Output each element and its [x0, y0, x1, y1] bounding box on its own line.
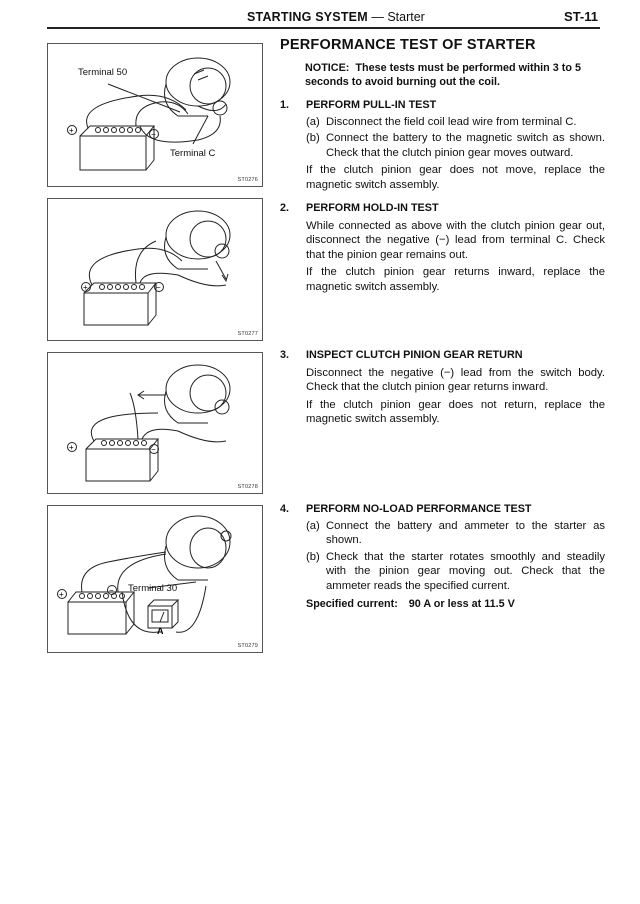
step-body: [306, 519, 605, 612]
figure-code: ST0278: [237, 484, 258, 490]
page-header: [47, 6, 600, 28]
figure-code: ST0277: [237, 331, 258, 337]
starter-motor-icon: [165, 365, 231, 423]
step-number: 3.: [280, 349, 290, 361]
starter-diagram-illustration: [48, 44, 262, 186]
starter-diagram-illustration: [48, 199, 262, 340]
step-number: 1.: [280, 99, 290, 111]
minus-symbol: −: [109, 586, 114, 595]
ammeter-label: A: [157, 626, 164, 636]
main-content: [280, 38, 605, 89]
substep: [306, 519, 605, 548]
step-2: [280, 201, 605, 295]
substep-label: (b): [306, 550, 320, 563]
starter-motor-icon: [165, 58, 231, 116]
paragraph: If the clutch pinion gear returns inward, replace the magnetic switch assembly.: [306, 266, 605, 293]
minus-symbol: −: [151, 445, 156, 454]
figure-code: ST0276: [237, 177, 258, 183]
title-separator: —: [371, 10, 384, 24]
subsection-name: Starter: [387, 10, 425, 24]
minus-symbol: −: [151, 130, 156, 139]
step-3: [280, 348, 605, 427]
plus-symbol: +: [83, 283, 88, 292]
figure-pull-in-test: [47, 43, 263, 187]
notice-label: NOTICE:: [305, 61, 350, 74]
running-title: [247, 10, 425, 24]
battery-icon: [86, 439, 158, 481]
substep-label: (a): [306, 115, 320, 128]
step-heading: [280, 348, 605, 363]
step-heading: [280, 98, 605, 113]
figure-code: ST0279: [237, 643, 258, 649]
section-name: STARTING SYSTEM: [247, 10, 368, 24]
substep: [306, 550, 605, 594]
spec-value: 90 A or less at 11.5 V: [408, 597, 515, 610]
arrow-icon: [216, 261, 228, 281]
battery-icon: [84, 283, 156, 325]
battery-icon: [80, 126, 154, 170]
figure-clutch-return: [47, 352, 263, 494]
substep: [306, 131, 605, 160]
step-heading: [280, 201, 605, 216]
substep-label: (b): [306, 132, 320, 145]
substep-text: Check that the starter rotates smoothly and steadily with the pinion gear moving out. Check that the ammeter reads the specified current.: [326, 550, 605, 592]
step-title: PERFORM PULL-IN TEST: [306, 99, 437, 111]
starter-motor-icon: [165, 211, 231, 269]
label-terminal-c: Terminal C: [170, 148, 216, 159]
label-terminal-30: Terminal 30: [128, 583, 178, 594]
substep: [306, 115, 605, 130]
minus-symbol: −: [156, 283, 161, 292]
starter-diagram-illustration: [48, 353, 262, 493]
notice: [305, 61, 605, 89]
paragraph: Disconnect the negative (−) lead from the switch body. Check that the clutch pinion gear returns inward.: [306, 366, 605, 394]
ammeter-lead: [176, 586, 206, 632]
step-1: [280, 98, 605, 193]
figure-hold-in-test: [47, 198, 263, 341]
plus-symbol: +: [69, 443, 74, 452]
label-terminal-50: Terminal 50: [78, 67, 128, 78]
step-number: 2.: [280, 202, 290, 214]
step-4: [280, 502, 605, 611]
plus-symbol: +: [59, 590, 64, 599]
step-title: PERFORM NO-LOAD PERFORMANCE TEST: [306, 503, 532, 515]
substep-label: (a): [306, 519, 320, 532]
notice-text: These tests must be performed within 3 to 5 seconds to avoid burning out the coil.: [305, 61, 581, 88]
substep-text: Connect the battery to the magnetic switch as shown. Check that the clutch pinion gear moves outward.: [326, 132, 605, 159]
step-body: [306, 115, 605, 193]
negative-lead: [122, 592, 158, 632]
starter-diagram-illustration: [48, 506, 262, 652]
step-title: INSPECT CLUTCH PINION GEAR RETURN: [306, 349, 523, 361]
spec-label: Specified current:: [306, 597, 398, 610]
plus-symbol: +: [69, 126, 74, 135]
figure-no-load-test: [47, 505, 263, 653]
step-heading: [280, 502, 605, 517]
specification: [306, 597, 605, 612]
positive-lead: [91, 413, 158, 441]
negative-lead: [142, 429, 226, 442]
substep-text: Disconnect the field coil lead wire from terminal C.: [326, 115, 577, 128]
step-number: 4.: [280, 503, 290, 515]
step-body: [306, 219, 605, 295]
battery-icon: [68, 592, 134, 634]
lead-wire: [135, 241, 156, 283]
arrow-icon: [138, 391, 166, 399]
step-body: [306, 366, 605, 427]
lead-wire: [130, 393, 138, 439]
step-title: PERFORM HOLD-IN TEST: [306, 202, 439, 214]
paragraph: If the clutch pinion gear does not return, replace the magnetic switch assembly.: [306, 398, 605, 426]
ammeter-icon: [148, 600, 178, 628]
paragraph: If the clutch pinion gear does not move, replace the magnetic switch assembly.: [306, 164, 605, 191]
substep-text: Connect the battery and ammeter to the starter as shown.: [326, 519, 605, 547]
header-rule: [47, 27, 600, 29]
negative-lead: [140, 273, 226, 286]
section-title: PERFORMANCE TEST OF STARTER: [280, 37, 536, 53]
starter-motor-icon: [165, 516, 232, 580]
page-code: ST-11: [564, 9, 598, 24]
paragraph: While connected as above with the clutch pinion gear out, disconnect the negative (−) lead from terminal C. Check that the pinion gear remains out.: [306, 219, 605, 261]
